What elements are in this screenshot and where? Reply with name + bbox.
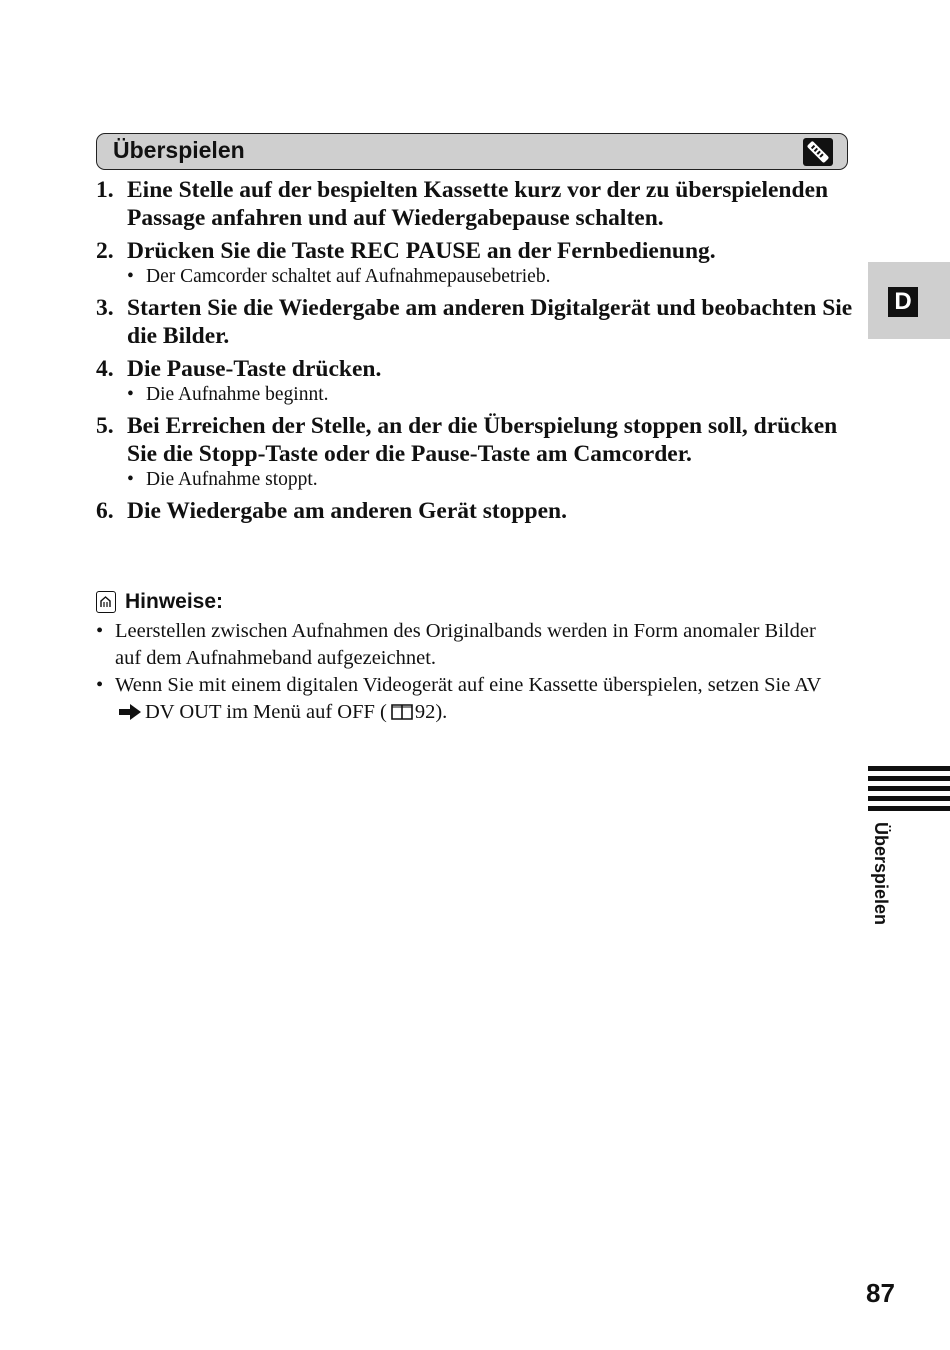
page-number: 87 [866,1278,895,1308]
steps-list [96,176,856,530]
book-reference-icon [391,702,413,729]
step-5 [96,412,856,492]
note-item-2 [96,672,836,729]
bullet: • [96,620,104,642]
step-1 [96,176,856,232]
bullet: • [127,469,134,490]
notes-section [96,588,836,729]
step-text: Drücken Sie die Taste REC PAUSE an der Fernbedienung. [127,238,716,264]
bullet: • [127,266,134,287]
notes-label: Hinweise: [125,590,224,613]
note-ref-page: 92). [414,701,448,723]
step-6 [96,497,856,525]
step-text: Starten Sie die Wiedergabe am anderen Digitalgerät und beobachten Sie die Bilder. [127,295,853,349]
step-note [127,265,856,289]
note-text-part2: DV OUT im Menü auf OFF ( [145,701,387,723]
step-number: 1. [96,177,114,203]
step-number: 2. [96,238,114,264]
step-number: 3. [96,295,114,321]
step-text: Eine Stelle auf der bespielten Kassette kurz vor der zu überspielenden Passage anfahren und auf Wiedergabepause schalten. [127,177,829,231]
step-2 [96,237,856,289]
note-item-1 [96,618,836,672]
note-text: Leerstellen zwischen Aufnahmen des Originalbands werden in Form anomaler Bilder auf dem Aufnahmeband aufgezeichnet. [115,620,816,669]
step-note-text: Der Camcorder schaltet auf Aufnahmepausebetrieb. [146,266,551,287]
bullet: • [127,384,134,405]
section-header [96,133,848,170]
step-note [127,468,856,492]
step-text: Die Wiedergabe am anderen Gerät stoppen. [127,498,567,524]
step-note [127,383,856,407]
step-note-text: Die Aufnahme beginnt. [146,384,329,405]
section-title: Überspielen [113,137,245,163]
notes-heading [96,588,836,616]
step-number: 6. [96,498,114,524]
step-3 [96,294,856,350]
remote-control-icon [803,138,833,166]
note-text-part1: Wenn Sie mit einem digitalen Videogerät auf eine Kassette überspielen, setzen Sie AV [115,674,822,696]
step-number: 5. [96,413,114,439]
side-section-label: Überspielen [871,822,891,926]
side-bars-decoration [868,766,950,816]
step-note-text: Die Aufnahme stoppt. [146,469,318,490]
chapter-tab [868,262,950,339]
step-text: Bei Erreichen der Stelle, an der die Überspielung stoppen soll, drücken Sie die Stopp-Taste oder die Pause-Taste am Camcorder. [127,413,838,467]
chapter-letter: D [888,287,918,317]
step-4 [96,355,856,407]
right-arrow-icon [119,701,141,728]
step-text: Die Pause-Taste drücken. [127,356,382,382]
notes-icon [96,591,116,613]
bullet: • [96,674,104,696]
step-number: 4. [96,356,114,382]
